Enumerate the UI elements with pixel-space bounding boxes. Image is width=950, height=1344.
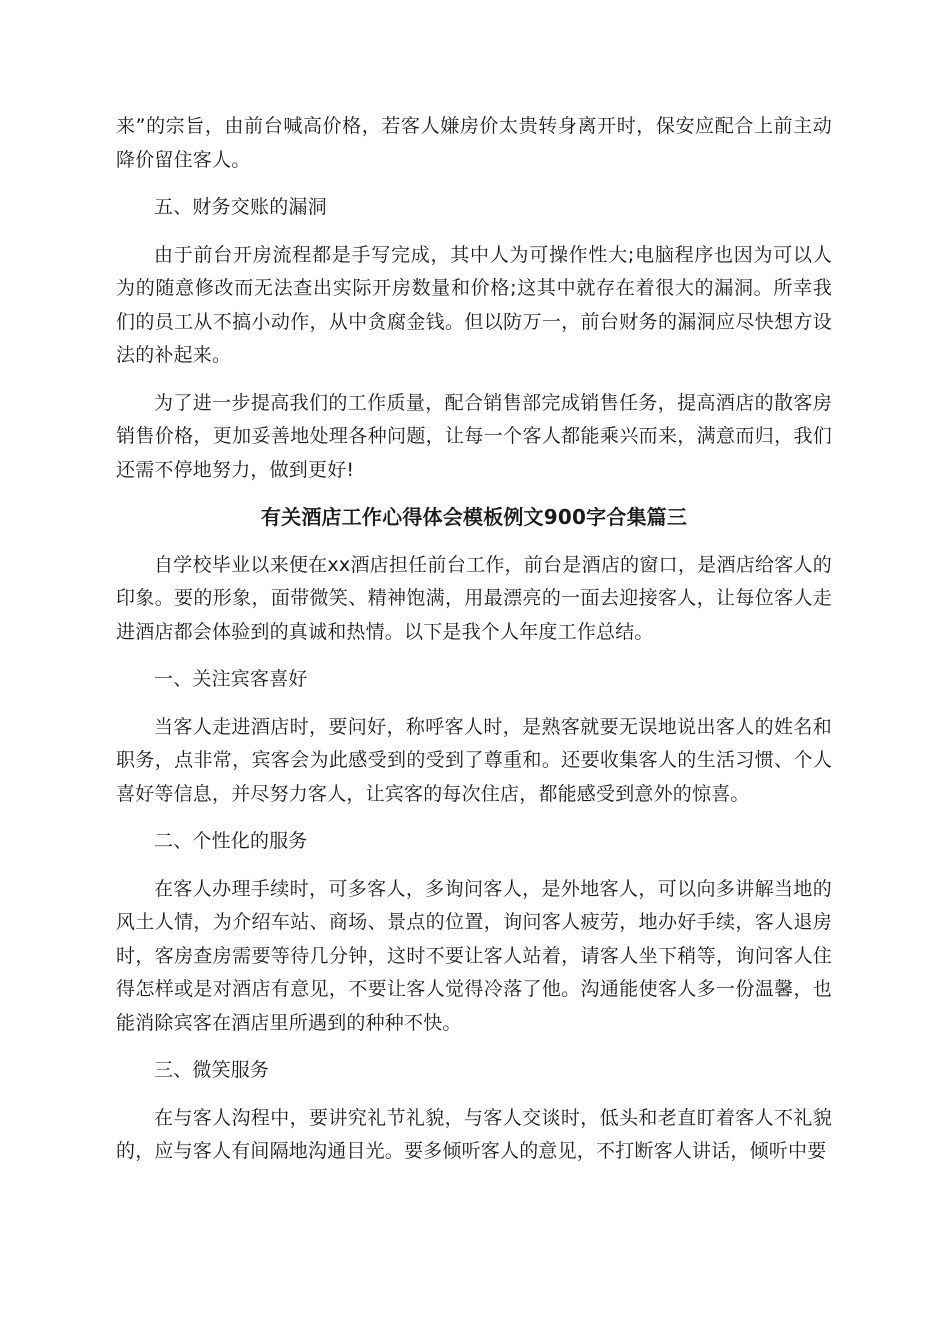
intro-paragraph: 自学校毕业以来便在xx酒店担任前台工作，前台是酒店的窗口，是酒店给客人的印象。要的形象，面带微笑、精神饱满，用最漂亮的一面去迎接客人，让每位客人走进酒店都会体验到的真诚和热情。以下是我个人年度工作总结。: [116, 553, 832, 643]
section-paragraph-three: 在与客人沟程中，要讲究礼节礼貌，与客人交谈时，低头和老直盯着客人不礼貌的，应与客人有间隔地沟通目光。要多倾听客人的意见，不打断客人讲话，倾听中要: [116, 1106, 832, 1162]
section-paragraph-one: 当客人走进酒店时，要问好，称呼客人时，是熟客就要无误地说出客人的姓名和职务，点非常，宾客会为此感受到的受到了尊重和。还要收集客人的生活习惯、个人喜好等信息，并尽努力客人，让宾客的每次住店，都能感受到意外的惊喜。: [116, 715, 832, 805]
section-paragraph-five: 由于前台开房流程都是手写完成，其中人为可操作性大;电脑程序也因为可以人为的随意修改而无法查出实际开房数量和价格;这其中就存在着很大的漏洞。所幸我们的员工从不搞小动作，从中贪腐金钱。但以防万一，前台财务的漏洞应尽快想方设法的补起来。: [116, 243, 832, 366]
document-page: [116, 110, 832, 1169]
article-title: 有关酒店工作心得体会模板例文900字合集篇三: [260, 505, 688, 529]
continued-paragraph: 来”的宗旨，由前台喊高价格，若客人嫌房价太贵转身离开时，保安应配合上前主动降价留住客人。: [116, 115, 832, 171]
section-heading-five: 五、财务交账的漏洞: [154, 196, 327, 218]
closing-paragraph: 为了进一步提高我们的工作质量，配合销售部完成销售任务，提高酒店的散客房销售价格，更加妥善地处理各种问题，让每一个客人都能乘兴而来，满意而归，我们还需不停地努力，做到更好!: [116, 391, 832, 481]
section-heading-three: 三、微笑服务: [154, 1059, 270, 1081]
section-paragraph-two: 在客人办理手续时，可多客人，多询问客人，是外地客人，可以向多讲解当地的风土人情，为介绍车站、商场、景点的位置，询问客人疲劳，地办好手续，客人退房时，客房查房需要等待几分钟，这时不要让客人站着，请客人坐下稍等，询问客人住得怎样或是对酒店有意见，不要让客人觉得冷落了他。沟通能使客人多一份温馨，也能消除宾客在酒店里所遇到的种种不快。: [116, 877, 832, 1034]
section-heading-one: 一、关注宾客喜好: [154, 668, 308, 690]
section-heading-two: 二、个性化的服务: [154, 830, 308, 852]
